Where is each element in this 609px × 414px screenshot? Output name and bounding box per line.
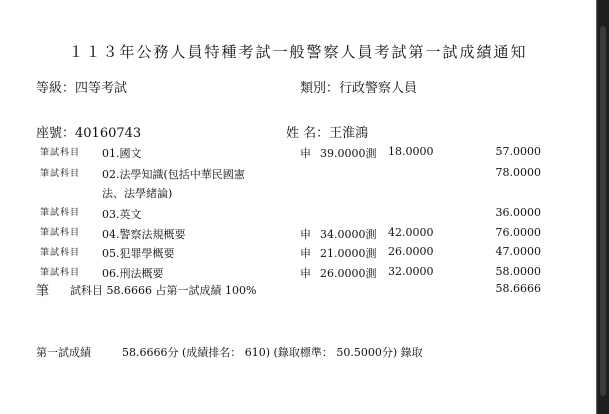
subject-total: 78.0000	[495, 166, 541, 179]
subject-prefix: 筆試科目	[40, 169, 81, 179]
subject-name: 04.警察法規概要	[102, 228, 186, 241]
subject-total: 76.0000	[495, 226, 541, 239]
subject-score-b: 42.0000	[388, 226, 434, 239]
subject-total: 58.0000	[495, 265, 541, 278]
seat-number: 座號：40160743	[36, 126, 142, 141]
subject-mark: 申	[300, 147, 311, 160]
grade-label: 等級：四等考試	[36, 81, 128, 96]
subject-score-a: 39.0000測	[320, 147, 377, 160]
subject-name: 03.英文	[102, 208, 142, 221]
subject-name-cont: 法、法學緒論)	[102, 187, 173, 200]
document-title: １１３年公務人員特種考試一般警察人員考試第一試成績通知	[68, 43, 528, 61]
subject-prefix: 筆試科目	[40, 268, 81, 278]
subject-name: 02.法學知識(包括中華民國憲	[102, 168, 245, 181]
subject-score-b: 26.0000	[388, 245, 434, 258]
subject-mark: 申	[300, 228, 311, 241]
subject-score-a: 21.0000測	[320, 247, 377, 260]
subject-mark: 申	[300, 267, 311, 280]
subject-score-a: 26.0000測	[320, 267, 377, 280]
subject-total: 36.0000	[495, 206, 541, 219]
candidate-name: 姓 名：王淮鴻	[286, 126, 369, 141]
scrollbar-thumb[interactable]	[600, 26, 606, 396]
subject-name: 01.國文	[102, 147, 142, 160]
subject-total: 57.0000	[495, 145, 541, 158]
result-text: 58.6666分 (成績排名： 610) (錄取標準： 50.5000分) 錄取	[122, 346, 423, 359]
subject-name: 05.犯罪學概要	[102, 247, 175, 260]
subject-name: 06.刑法概要	[102, 267, 164, 280]
subject-mark: 申	[300, 247, 311, 260]
subject-prefix: 筆試科目	[40, 248, 81, 258]
summary-lead: 筆	[36, 284, 50, 299]
subject-prefix: 筆試科目	[40, 208, 81, 218]
subject-score-a: 34.0000測	[320, 228, 377, 241]
summary-text: 試科目 58.6666 占第一試成績 100%	[70, 284, 257, 297]
summary-total: 58.6666	[495, 282, 541, 295]
subject-prefix: 筆試科目	[40, 148, 81, 158]
category-label: 類別：行政警察人員	[300, 81, 418, 96]
subject-total: 47.0000	[495, 245, 541, 258]
result-label: 第一試成績	[36, 346, 91, 359]
subject-score-b: 18.0000	[388, 145, 434, 158]
subject-score-b: 32.0000	[388, 265, 434, 278]
subject-prefix: 筆試科目	[40, 228, 81, 238]
